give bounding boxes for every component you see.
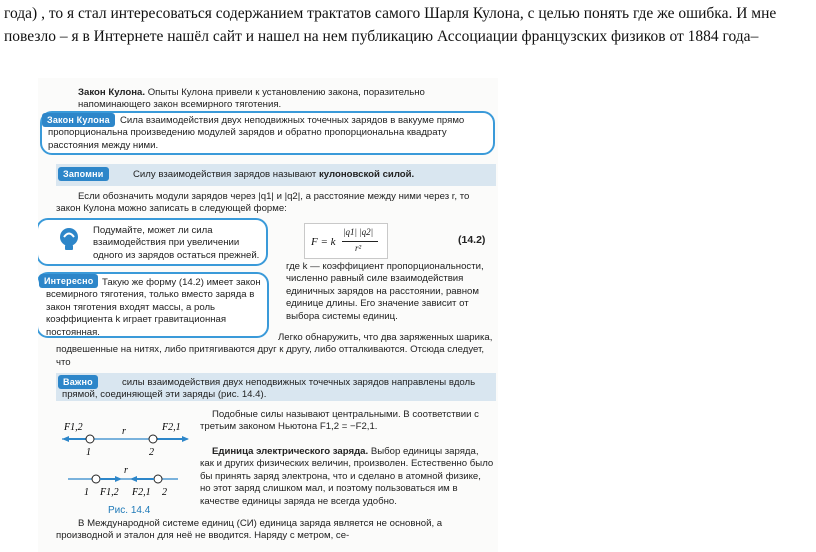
label-f21: F2,1 <box>162 422 181 433</box>
formula-number: (14.2) <box>458 234 486 246</box>
force-arrow-4-head <box>130 476 137 482</box>
coulomb-law-heading: Закон Кулона. <box>78 87 146 98</box>
law-text: Сила взаимодействия двух неподвижных точечных зарядов в вакууме прямо пропорциональна произведению модулей зарядов и обратно пропорциональна квадрату расстояния между ними. <box>48 115 465 151</box>
charge-2 <box>149 435 157 443</box>
think-text: Подумайте, может ли сила взаимодействия при увеличении одного из зарядов остаться прежней. <box>93 225 260 261</box>
formula-numerator: |q1| |q2| <box>343 227 374 237</box>
interesting-tag: Интересно <box>39 274 98 288</box>
force-arrow-2-head <box>182 436 189 442</box>
charge-2b <box>154 475 162 483</box>
si-paragraph: В Международной системе единиц (СИ) единица заряда является не основной, а производной и эталон для неё не вводится. Наряду с метром, се- <box>56 518 443 542</box>
figure-repulsion <box>62 422 189 458</box>
charge-1b <box>92 475 100 483</box>
label-2b: 2 <box>162 487 167 498</box>
important-text: силы взаимодействия двух неподвижных точечных зарядов направлены вдоль прямой, соединяющей эти заряды (рис. 14.4). <box>62 377 476 401</box>
remember-text-plain: Силу взаимодействия зарядов называют <box>133 169 317 180</box>
figure-attraction <box>68 465 178 498</box>
charge-unit-paragraph <box>200 446 494 508</box>
coulomb-formula-box <box>304 223 388 259</box>
intro-line-1: года) , то я стал интересоваться содержанием трактатов самого Шарля Кулона, с целью понять где же ошибка. И мне <box>4 5 777 22</box>
label-f12: F1,2 <box>64 422 83 433</box>
charged-balls-paragraph: Легко обнаружить, что два заряженных шарика, подвешенные на нитях, либо притягиваются друг к другу, либо отталкиваются. Отсюда следует, что <box>56 332 493 368</box>
figure-14-4 <box>58 413 198 519</box>
force-arrow-1-head <box>62 436 69 442</box>
label-2: 2 <box>149 447 154 458</box>
label-1b: 1 <box>84 487 89 498</box>
remember-tag: Запомни <box>58 167 109 181</box>
notation-paragraph: Если обозначить модули зарядов через |q1| и |q2|, а расстояние между ними через r, то закон Кулона можно записать в следующей форме: <box>56 191 470 215</box>
coefficient-paragraph: где k — коэффициент пропорциональности, численно равный силе взаимодействия единичных зарядов на расстоянии, равном единице длины. Его значение зависит от выбора системы единиц. <box>286 261 484 322</box>
formula-lhs: F = k <box>311 236 336 248</box>
formula-denominator: r² <box>355 243 362 253</box>
remember-text <box>133 169 493 181</box>
charge-unit-text: Выбор единицы заряда, как и других физических величин, произволен. Естественно было бы принять заряд электрона, что и сделано в атомной физике, но этот заряд слишком мал, и поэтому пользоваться им в качестве единицы заряда не всегда удобно. <box>200 446 494 507</box>
coulomb-law-intro: Опыты Кулона привели к установлению закона, поразительно напоминающего закон всемирного тяготения. <box>78 87 425 111</box>
coulomb-law-paragraph <box>78 87 493 112</box>
figure-caption: Рис. 14.4 <box>108 505 151 516</box>
intro-text <box>4 2 812 48</box>
charge-unit-heading: Единица электрического заряда. <box>212 446 369 457</box>
label-f12b: F1,2 <box>100 487 119 498</box>
label-r: r <box>122 426 126 437</box>
formula-fraction-bar <box>342 241 378 242</box>
label-r2: r <box>124 465 128 476</box>
bulb-icon <box>56 226 82 252</box>
interesting-text: Такую же форму (14.2) имеет закон всемирного тяготения, только вместо заряда в закон тяготения входят массы, а роль коэффициента k играет гравитационная постоянная. <box>46 277 261 338</box>
law-tag: Закон Кулона <box>42 113 115 127</box>
important-tag: Важно <box>58 375 98 389</box>
remember-text-bold: кулоновской силой. <box>319 169 415 180</box>
textbook-page-scan <box>38 78 498 552</box>
intro-line-2: повезло – я в Интернете нашёл сайт и нашел на нем публикацию Ассоциации французских физиков от 1884 года– <box>4 28 759 45</box>
central-forces-paragraph: Подобные силы называют центральными. В соответствии с третьим законом Ньютона F1,2 = −F2,1. <box>200 409 479 433</box>
label-f21b: F2,1 <box>132 487 151 498</box>
force-arrow-3-head <box>115 476 122 482</box>
label-1: 1 <box>86 447 91 458</box>
charge-1 <box>86 435 94 443</box>
